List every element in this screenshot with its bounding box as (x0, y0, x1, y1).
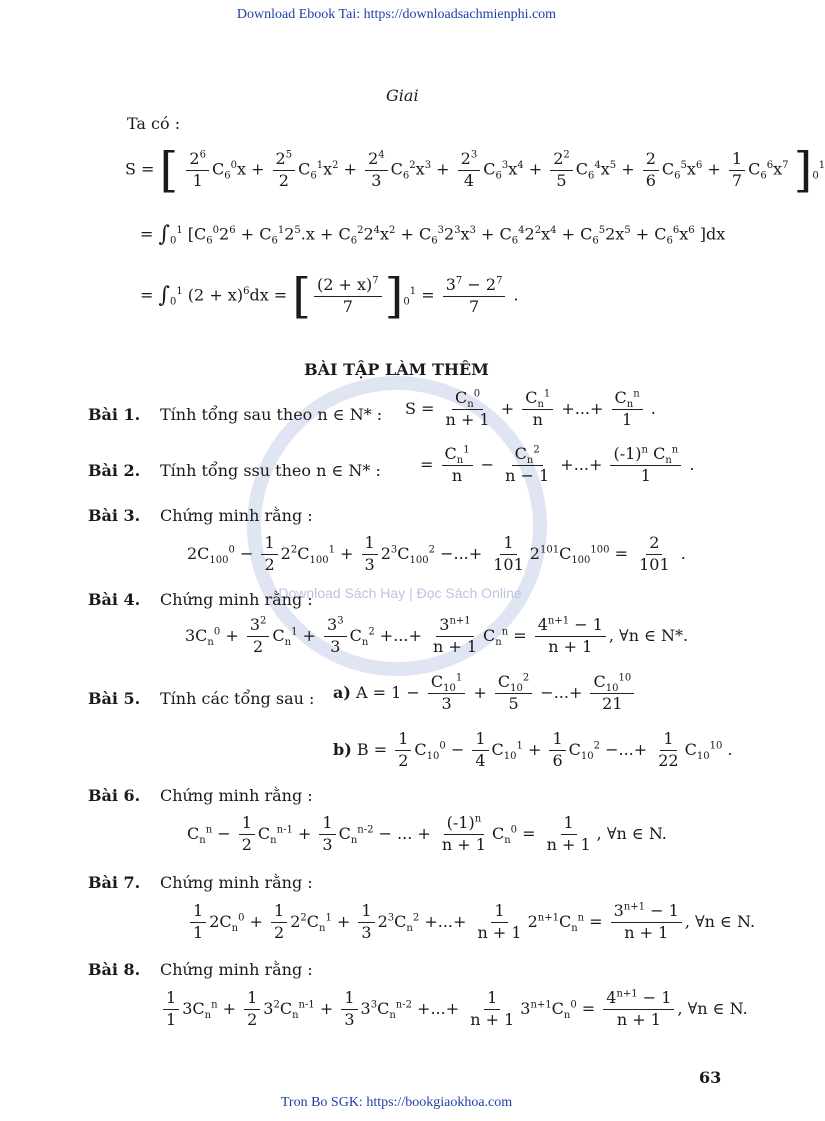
exercise-1-formula: S = $\frac{C_n^0}{n + 1}$ + $\frac{C_n^1}{n}$ +...+ $C_n^n$ 1 . (405, 388, 656, 429)
exercise-2-formula: = $\frac{C_n^1}{n}$ − $\frac{C_n^2}{n - 1}$ +...+ $(-1)^n$ $C_n^n$ 1 . (420, 444, 695, 485)
exercise-3-label: Bài 3. (88, 506, 141, 525)
exercise-3-formula: $2C_{100}^0$ − $\frac{1}{2}$ $2^2C_{100}^1$ + $\frac{1}{3}$ $2^3C_{100}^2$ −...+ $\frac{1}{101}$ $2^{101}C_{100}^{100}$ = $\frac{2}{101}$ . (187, 533, 686, 574)
section-title: BÀI TẬP LÀM THÊM (304, 360, 489, 379)
exercise-2-text: Tính tổng ssu theo n ∈ N* : (160, 461, 381, 480)
exercise-7-text: Chứng minh rằng : (160, 873, 313, 892)
solution-heading: Giai (386, 86, 419, 105)
exercise-5-label: Bài 5. (88, 689, 141, 708)
page-number: 63 (699, 1068, 722, 1087)
footer-link[interactable]: Tron Bo SGK: https://bookgiaokhoa.com (280, 1095, 513, 1110)
exercise-8-formula: $\frac{1}{1}$ $3C_n^n$ + $\frac{1}{2}$ $3^2C_n^{n-1}$ + $\frac{1}{3}$ $3^3C_n^{n-2}$ +...+ $\frac{1}{n + 1}$ $3^{n+1}C_n^0$ = $\frac{4^{n+1} - 1}{n + 1}$ , ∀n ∈ N. (160, 990, 748, 1029)
watermark-text: Download Sách Hay | Đọc Sách Online (278, 585, 522, 601)
exercise-1-label: Bài 1. (88, 405, 141, 424)
exercise-7-formula: $\frac{1}{1}$ $2C_n^0$ + $\frac{1}{2}$ $2^2C_n^1$ + $\frac{1}{3}$ $2^3C_n^2$ +...+ $\frac{1}{n + 1}$ $2^{n+1}C_n^n$ = $\frac{3^{n+1} - 1}{n + 1}$ , ∀n ∈ N. (187, 903, 755, 942)
exercise-5a-formula: a) A = 1 − $\frac{C_{10}^1}{3}$ + $\frac{C_{10}^2}{5}$ −...+ $\frac{C_{10}^{10}}{21}$ (333, 674, 637, 713)
exercise-2-label: Bài 2. (88, 461, 141, 480)
ta-co-label: Ta có : (127, 114, 181, 133)
exercise-8-text: Chứng minh rằng : (160, 960, 313, 979)
exercise-5b-formula: b) B = $\frac{1}{2}$ $C_{10}^0$ − $\frac{1}{4}$ $C_{10}^1$ + $\frac{1}{6}$ $C_{10}^2$ −...+ $\frac{1}{22}$ $C_{10}^{10}$ . (333, 729, 733, 770)
exercise-4-text: Chứng minh rằng : (160, 590, 313, 609)
formula-integral-2: = $\int_0^1$ $(2 + x)^6dx$ = [ $\frac{(2 + x)^7}{7}$ ]$_0^1$ = $\frac{3^7 - 2^7}{7}$ . (140, 268, 519, 324)
exercise-4-label: Bài 4. (88, 590, 141, 609)
formula-integral-1: = $\int_0^1$ [$C_6^02^6 + C_6^12^5.x + C_6^22^4x^2 + C_6^32^3x^3 + C_6^42^2x^4 + C_6^52x^5 + C_6^6x^6$ ]dx (140, 222, 726, 247)
exercise-8-label: Bài 8. (88, 960, 141, 979)
exercise-6-formula: $C_n^n$ − $\frac{1}{2}$ $C_n^{n-1}$ + $\frac{1}{3}$ $C_n^{n-2}$ − ... + $\frac{(-1)^n}{n + 1}$ $C_n^0$ = $\frac{1}{n + 1}$ , ∀n ∈ N. (187, 813, 667, 854)
exercise-5-text: Tính các tổng sau : (160, 689, 315, 708)
formula-s: S = [ $\frac{2^6}{1}$ $C_6^0x$ + $\frac{2^5}{2}$ $C_6^1x^2$ + $\frac{2^4}{3}$ $C_6^2x^3$ + $\frac{2^3}{4}$ $C_6^3x^4$ + $\frac{2^2}{5}$ $C_6^4x^5$ + $\frac{2}{6}$ $C_6^5x^6$ + $\frac{1}{7}$ $C_6^6x^7$ ]$_0^1$ (125, 142, 825, 198)
exercise-6-text: Chứng minh rằng : (160, 786, 313, 805)
exercise-6-label: Bài 6. (88, 786, 141, 805)
header-link[interactable]: Download Ebook Tai: https://downloadsachmienphi.com (236, 7, 557, 22)
exercise-1-text: Tính tổng sau theo n ∈ N* : (160, 405, 383, 424)
exercise-3-text: Chứng minh rằng : (160, 506, 313, 525)
exercise-7-label: Bài 7. (88, 873, 141, 892)
exercise-4-formula: $3C_n^0$ + $\frac{3^2}{2}$ $C_n^1$ + $\frac{3^3}{3}$ $C_n^2$ +...+ $\frac{3^{n+1}}{n + 1}$ $C_n^n$ = $\frac{4^{n+1} - 1}{n + 1}$ , ∀n ∈ N*. (185, 615, 689, 656)
